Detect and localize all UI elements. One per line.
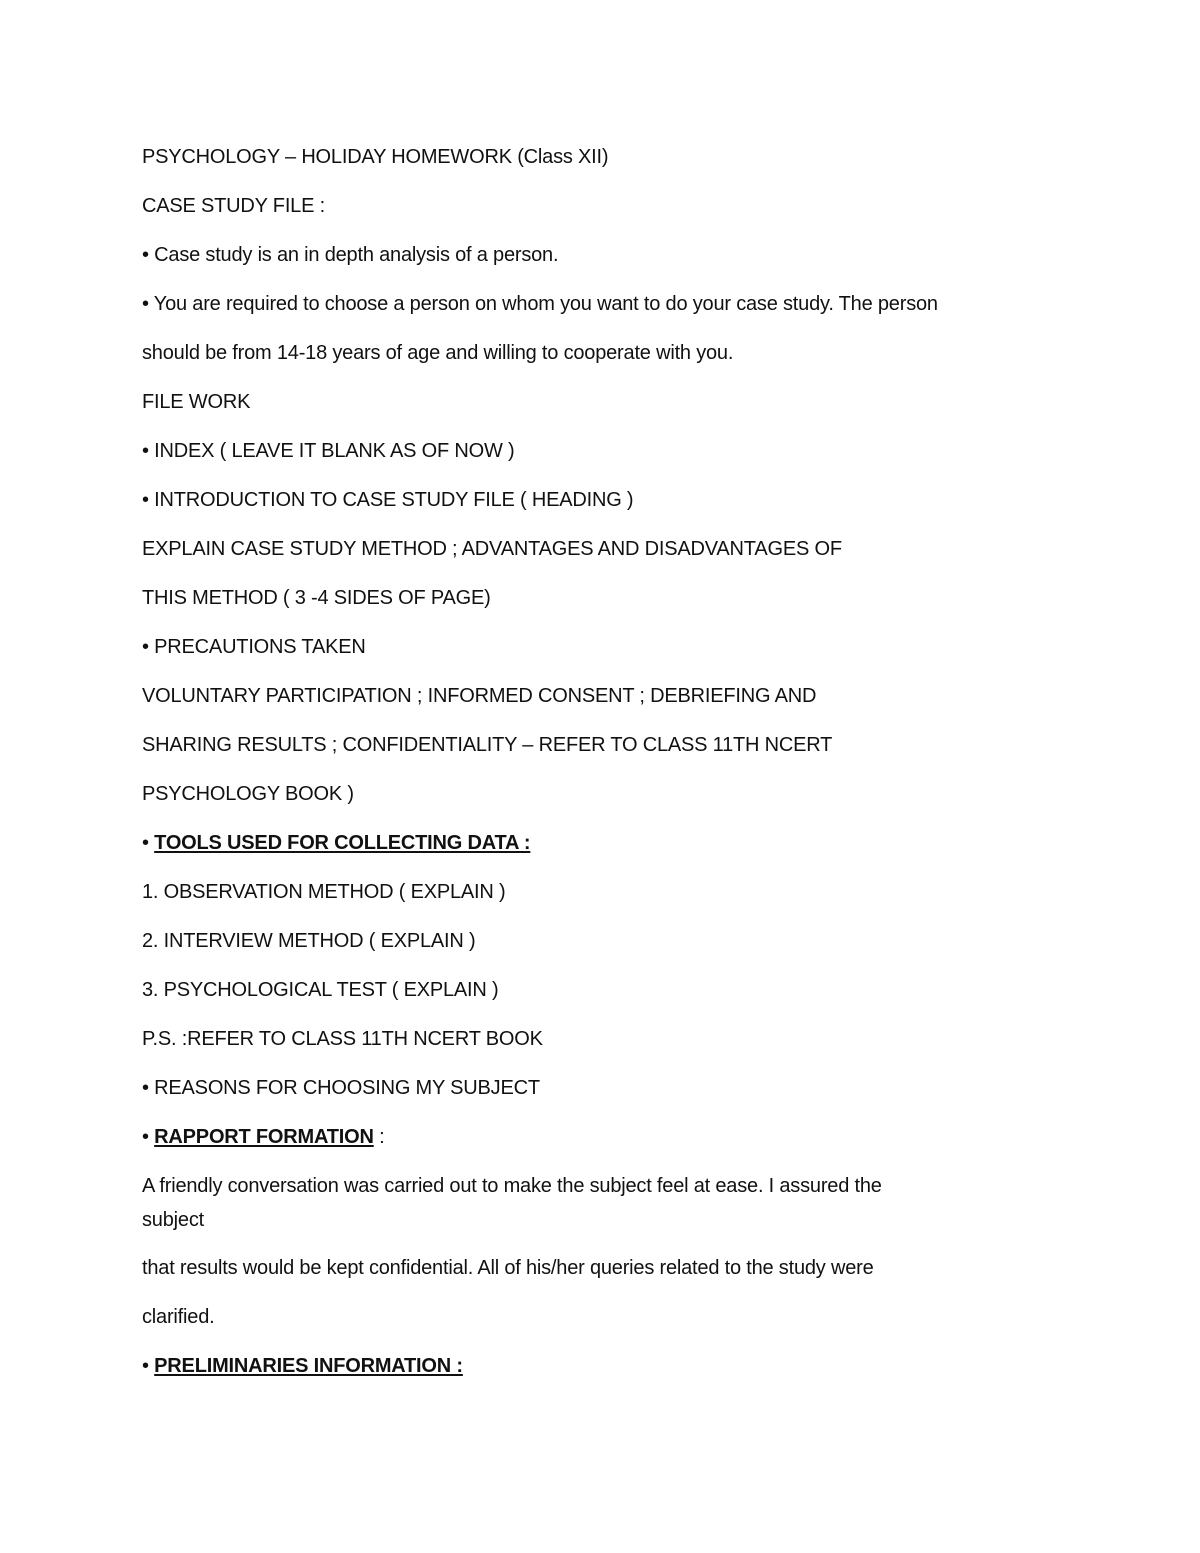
precautions-item: • PRECAUTIONS TAKEN <box>142 636 366 658</box>
introduction-item: • INTRODUCTION TO CASE STUDY FILE ( HEADING ) <box>142 489 634 511</box>
tool-psychological-test: 3. PSYCHOLOGICAL TEST ( EXPLAIN ) <box>142 979 499 1001</box>
explain-line-1: EXPLAIN CASE STUDY METHOD ; ADVANTAGES AND DISADVANTAGES OF <box>142 538 842 560</box>
rapport-text-line-2: subject <box>142 1209 204 1231</box>
tool-observation: 1. OBSERVATION METHOD ( EXPLAIN ) <box>142 881 506 903</box>
tool-interview: 2. INTERVIEW METHOD ( EXPLAIN ) <box>142 930 476 952</box>
rapport-heading: RAPPORT FORMATION <box>154 1126 374 1148</box>
file-work-heading: FILE WORK <box>142 391 251 413</box>
rapport-bullet: • <box>142 1126 155 1148</box>
explain-line-2: THIS METHOD ( 3 -4 SIDES OF PAGE) <box>142 587 491 609</box>
tools-heading-line <box>142 831 530 855</box>
ps-note: P.S. :REFER TO CLASS 11TH NCERT BOOK <box>142 1028 543 1050</box>
document-title: PSYCHOLOGY – HOLIDAY HOMEWORK (Class XII) <box>142 146 609 168</box>
tools-heading: TOOLS USED FOR COLLECTING DATA : <box>154 832 531 854</box>
bullet-choose-person-line-2: should be from 14-18 years of age and willing to cooperate with you. <box>142 342 734 364</box>
rapport-text-line-3: that results would be kept confidential. All of his/her queries related to the study were <box>142 1257 874 1279</box>
rapport-colon: : <box>373 1126 385 1148</box>
reasons-item: • REASONS FOR CHOOSING MY SUBJECT <box>142 1077 540 1099</box>
rapport-text-line-1: A friendly conversation was carried out to make the subject feel at ease. I assured the <box>142 1175 882 1197</box>
precautions-line-1: VOLUNTARY PARTICIPATION ; INFORMED CONSENT ; DEBRIEFING AND <box>142 685 817 707</box>
case-study-heading: CASE STUDY FILE : <box>142 195 325 217</box>
bullet-case-study-definition: • Case study is an in depth analysis of a person. <box>142 244 559 266</box>
preliminaries-heading-line <box>142 1354 463 1378</box>
preliminaries-bullet: • <box>142 1355 155 1377</box>
precautions-line-2: SHARING RESULTS ; CONFIDENTIALITY – REFER TO CLASS 11TH NCERT <box>142 734 833 756</box>
bullet-choose-person-line-1: • You are required to choose a person on whom you want to do your case study. The person <box>142 293 938 315</box>
preliminaries-heading: PRELIMINARIES INFORMATION : <box>154 1355 463 1377</box>
precautions-line-3: PSYCHOLOGY BOOK ) <box>142 783 354 805</box>
rapport-heading-line <box>142 1125 384 1149</box>
rapport-text-line-4: clarified. <box>142 1306 215 1328</box>
index-item: • INDEX ( LEAVE IT BLANK AS OF NOW ) <box>142 440 515 462</box>
tools-bullet: • <box>142 832 155 854</box>
